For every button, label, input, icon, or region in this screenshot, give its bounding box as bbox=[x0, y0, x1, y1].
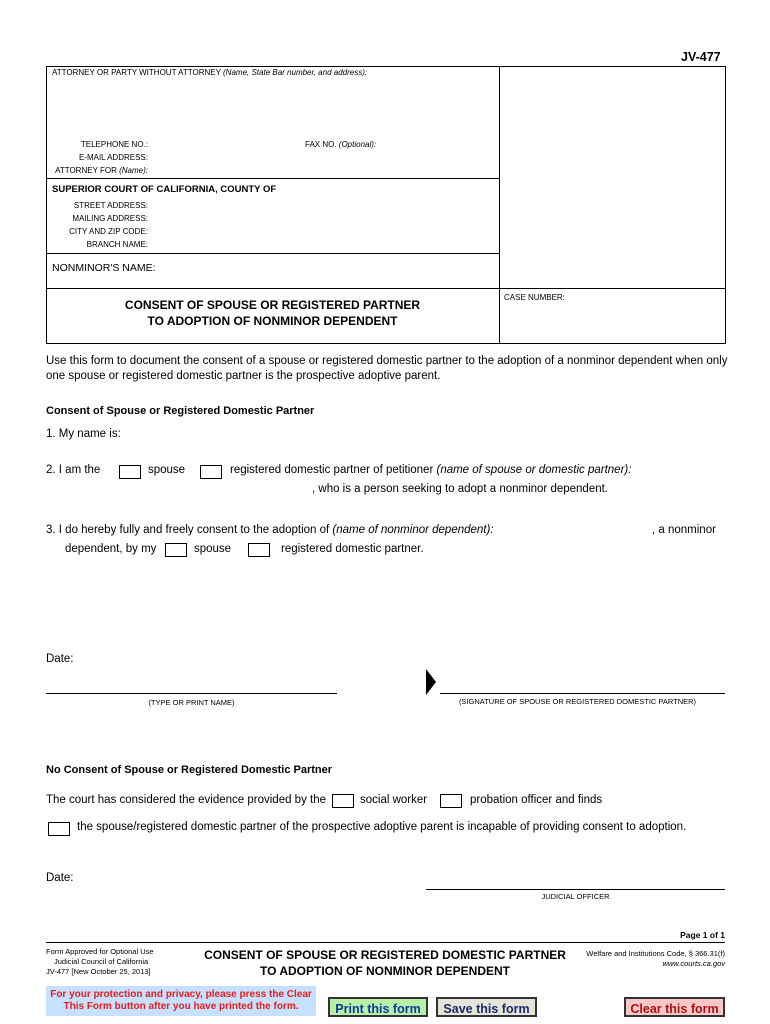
incapable-checkbox[interactable] bbox=[48, 822, 70, 836]
type-name-label: (TYPE OR PRINT NAME) bbox=[148, 698, 235, 707]
social-worker-checkbox[interactable] bbox=[332, 794, 354, 808]
footer-code: Welfare and Institutions Code, § 366.31(f) www.courts.ca.gov bbox=[586, 949, 725, 968]
print-button[interactable]: Print this form bbox=[328, 997, 428, 1017]
intro-text: Use this form to document the consent of a spouse or registered domestic partner to the adoption of a nonminor dependent when only one spouse or registered domestic partner is the prospective adoptive parent. bbox=[46, 355, 728, 382]
privacy-notice: For your protection and privacy, please press the Clear This Form button after you have printed the form. bbox=[46, 986, 316, 1016]
probation-label: probation officer and finds bbox=[470, 794, 603, 806]
spouse-checkbox[interactable] bbox=[119, 465, 141, 479]
email-label: E-MAIL ADDRESS: bbox=[78, 153, 148, 162]
item-3-line2: dependent, by my bbox=[65, 543, 157, 555]
item-2-rdp: registered domestic partner of petitioner (name of spouse or domestic partner): bbox=[230, 464, 632, 476]
footer-title: CONSENT OF SPOUSE OR REGISTERED DOMESTIC PARTNER TO ADOPTION OF NONMINOR DEPENDENT bbox=[204, 948, 566, 978]
item3-spouse-checkbox[interactable] bbox=[165, 543, 187, 557]
consent-date-label: Date: bbox=[46, 653, 74, 665]
nonminor-name-label: NONMINOR'S NAME: bbox=[52, 262, 156, 274]
footer-approval: Form Approved for Optional Use Judicial Council of California JV-477 [New October 25, 2013] bbox=[46, 947, 154, 976]
footer-divider bbox=[46, 942, 725, 943]
item-2-lead: 2. I am the bbox=[46, 464, 101, 476]
judicial-officer-label: JUDICIAL OFFICER bbox=[541, 892, 610, 901]
mailing-label: MAILING ADDRESS: bbox=[72, 214, 148, 223]
item-3-rdp-label: registered domestic partner. bbox=[281, 543, 424, 555]
telephone-label: TELEPHONE NO.: bbox=[80, 140, 148, 149]
fax-label: FAX NO. (Optional): bbox=[305, 140, 377, 149]
name-line bbox=[46, 693, 337, 694]
item-1: 1. My name is: bbox=[46, 428, 121, 440]
item3-rdp-checkbox[interactable] bbox=[248, 543, 270, 557]
item-3-spouse-label: spouse bbox=[194, 543, 232, 555]
form-title: CONSENT OF SPOUSE OR REGISTERED PARTNER TO ADOPTION OF NONMINOR DEPENDENT bbox=[124, 298, 421, 328]
attorney-label: ATTORNEY OR PARTY WITHOUT ATTORNEY (Name, State Bar number, and address): bbox=[52, 68, 368, 77]
clear-button[interactable]: Clear this form bbox=[624, 997, 725, 1017]
spouse-label: spouse bbox=[148, 464, 186, 476]
item-3-tail: , a nonminor bbox=[652, 524, 716, 536]
no-consent-line1: The court has considered the evidence provided by the bbox=[46, 794, 327, 806]
signature-arrow-icon bbox=[426, 669, 438, 695]
street-label: STREET ADDRESS: bbox=[73, 201, 148, 210]
signature-label: (SIGNATURE OF SPOUSE OR REGISTERED DOMESTIC PARTNER) bbox=[458, 697, 697, 706]
branch-label: BRANCH NAME: bbox=[86, 240, 148, 249]
attorney-for-label: ATTORNEY FOR (Name): bbox=[55, 166, 148, 175]
case-number-label: CASE NUMBER: bbox=[504, 293, 565, 302]
item-2-tail: , who is a person seeking to adopt a nonminor dependent. bbox=[312, 483, 609, 495]
save-button[interactable]: Save this form bbox=[436, 997, 537, 1017]
judicial-line bbox=[426, 889, 725, 890]
no-consent-heading: No Consent of Spouse or Registered Domestic Partner bbox=[46, 764, 333, 776]
item-3-lead: 3. I do hereby fully and freely consent to the adoption of (name of nonminor dependent): bbox=[46, 524, 494, 536]
no-consent-line2: the spouse/registered domestic partner of the prospective adoptive parent is incapable of providing consent to adoption. bbox=[77, 821, 687, 833]
probation-checkbox[interactable] bbox=[440, 794, 462, 808]
form-number: JV-477 bbox=[681, 50, 721, 64]
page-number: Page 1 of 1 bbox=[680, 930, 725, 940]
court-title: SUPERIOR COURT OF CALIFORNIA, COUNTY OF bbox=[52, 184, 277, 195]
consent-heading: Consent of Spouse or Registered Domestic Partner bbox=[46, 405, 315, 417]
signature-line bbox=[440, 693, 725, 694]
divider bbox=[46, 288, 725, 289]
no-consent-date-label: Date: bbox=[46, 872, 74, 884]
divider bbox=[46, 253, 500, 254]
rdp-checkbox[interactable] bbox=[200, 465, 222, 479]
divider bbox=[46, 178, 500, 179]
city-label: CITY AND ZIP CODE: bbox=[69, 227, 148, 236]
header-right-box bbox=[499, 66, 726, 344]
social-worker-label: social worker bbox=[360, 794, 428, 806]
